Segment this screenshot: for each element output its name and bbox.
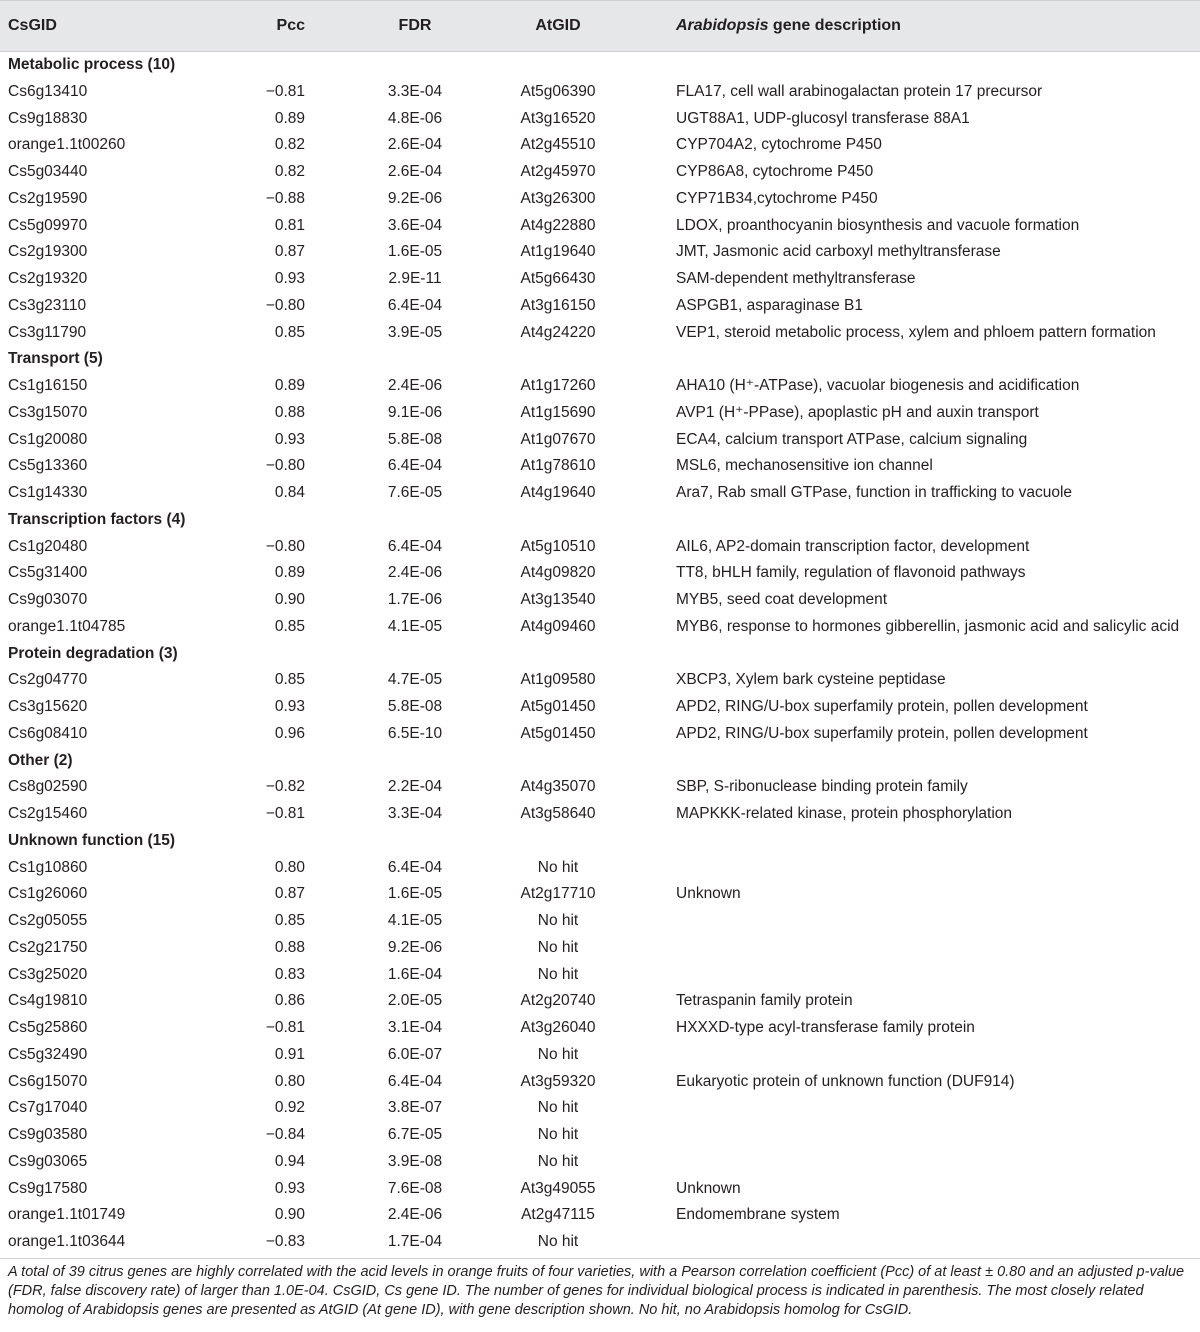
table-row xyxy=(0,560,1200,587)
cell-atgid: No hit xyxy=(537,1099,579,1117)
cell-pcc: −0.80 xyxy=(265,296,305,314)
cell-csgid: Cs7g17040 xyxy=(8,1099,88,1117)
cell-atgid: At3g26040 xyxy=(520,1019,596,1036)
cell-csgid: orange1.1t04785 xyxy=(8,617,126,635)
cell-atgid: At3g58640 xyxy=(520,805,596,822)
table-row xyxy=(0,213,1200,240)
cell-description: Tetraspanin family protein xyxy=(676,992,853,1010)
cell-csgid: Cs3g25020 xyxy=(8,965,88,983)
cell-csgid: Cs5g09970 xyxy=(8,216,88,234)
cell-fdr: 6.7E-05 xyxy=(387,1126,443,1143)
cell-csgid: Cs2g04770 xyxy=(8,671,88,689)
cell-description: MYB6, response to hormones gibberellin, jasmonic acid and salicylic acid xyxy=(676,617,1180,635)
cell-atgid: No hit xyxy=(537,1152,579,1170)
cell-csgid: Cs1g16150 xyxy=(8,377,88,394)
cell-atgid: No hit xyxy=(537,1233,579,1250)
cell-pcc: 0.84 xyxy=(274,484,305,501)
table-row xyxy=(0,962,1200,989)
table-row xyxy=(0,480,1200,507)
table-row xyxy=(0,427,1200,454)
cell-fdr: 3.3E-04 xyxy=(387,82,443,100)
cell-csgid: orange1.1t03644 xyxy=(8,1233,126,1250)
table-row xyxy=(0,186,1200,213)
cell-csgid: Cs1g20480 xyxy=(8,537,88,555)
cell-csgid: Cs2g19590 xyxy=(8,189,88,207)
cell-fdr: 2.6E-04 xyxy=(387,163,443,180)
cell-atgid: At1g15690 xyxy=(520,403,596,421)
section-heading: Protein degradation (3) xyxy=(8,644,178,662)
cell-csgid: Cs3g15070 xyxy=(8,403,88,421)
table-row xyxy=(0,106,1200,133)
table-row xyxy=(0,988,1200,1015)
cell-description: SAM-dependent methyltransferase xyxy=(676,270,916,287)
cell-atgid: At5g06390 xyxy=(520,82,596,100)
cell-pcc: 0.80 xyxy=(274,1072,305,1090)
cell-fdr: 4.1E-05 xyxy=(387,617,443,635)
cell-pcc: 0.93 xyxy=(274,270,305,287)
cell-csgid: Cs2g05055 xyxy=(8,912,88,929)
table-row xyxy=(0,132,1200,159)
cell-pcc: 0.89 xyxy=(274,564,305,582)
cell-fdr: 2.0E-05 xyxy=(387,992,443,1010)
cell-pcc: −0.88 xyxy=(265,189,305,207)
cell-description: APD2, RING/U-box superfamily protein, pollen development xyxy=(676,724,1088,742)
cell-fdr: 2.4E-06 xyxy=(387,1206,443,1224)
table-row xyxy=(0,79,1200,106)
cell-atgid: At5g66430 xyxy=(520,270,596,287)
cell-pcc: 0.93 xyxy=(274,430,305,448)
table-row xyxy=(0,801,1200,828)
cell-csgid: Cs9g17580 xyxy=(8,1179,88,1197)
cell-pcc: −0.80 xyxy=(265,537,305,555)
cell-csgid: Cs6g15070 xyxy=(8,1072,88,1090)
cell-fdr: 9.2E-06 xyxy=(387,189,443,207)
table-row xyxy=(0,1229,1200,1256)
cell-fdr: 1.7E-06 xyxy=(387,591,443,608)
cell-atgid: At3g16520 xyxy=(520,109,596,127)
cell-description: AHA10 (H⁺-ATPase), vacuolar biogenesis and acidification xyxy=(676,377,1080,394)
table-row xyxy=(0,400,1200,427)
cell-atgid: At5g10510 xyxy=(520,537,596,555)
cell-csgid: Cs8g02590 xyxy=(8,778,88,796)
cell-pcc: 0.85 xyxy=(274,617,305,635)
cell-description: FLA17, cell wall arabinogalactan protein 17 precursor xyxy=(676,82,1043,100)
cell-atgid: At3g59320 xyxy=(520,1072,596,1090)
cell-pcc: 0.81 xyxy=(274,216,305,234)
cell-pcc: −0.84 xyxy=(265,1126,305,1143)
cell-csgid: Cs9g03065 xyxy=(8,1152,88,1170)
cell-description: MAPKKK-related kinase, protein phosphorylation xyxy=(676,805,1013,822)
cell-pcc: 0.93 xyxy=(274,698,305,715)
cell-description: ASPGB1, asparaginase B1 xyxy=(676,296,863,314)
header-csgid: CsGID xyxy=(8,17,57,34)
cell-csgid: Cs1g20080 xyxy=(8,430,88,448)
section-heading: Metabolic process (10) xyxy=(8,56,176,73)
header-description-italic: Arabidopsis xyxy=(676,17,769,34)
cell-atgid: At1g07670 xyxy=(520,430,596,448)
cell-atgid: At2g17710 xyxy=(520,885,596,903)
cell-fdr: 1.6E-05 xyxy=(387,243,443,261)
cell-fdr: 3.1E-04 xyxy=(387,1019,443,1036)
cell-csgid: Cs1g26060 xyxy=(8,885,88,903)
cell-csgid: Cs5g32490 xyxy=(8,1045,88,1063)
table-row xyxy=(0,855,1200,882)
cell-atgid: At5g01450 xyxy=(520,698,596,715)
cell-fdr: 2.6E-04 xyxy=(387,136,443,154)
section-heading: Transcription factors (4) xyxy=(8,510,186,528)
cell-csgid: Cs2g15460 xyxy=(8,805,88,822)
cell-description: VEP1, steroid metabolic process, xylem and phloem pattern formation xyxy=(676,323,1156,341)
cell-atgid: At1g17260 xyxy=(520,377,596,394)
cell-pcc: −0.83 xyxy=(265,1233,305,1250)
cell-csgid: Cs2g21750 xyxy=(8,938,88,956)
table-row xyxy=(0,373,1200,400)
table-row xyxy=(0,667,1200,694)
cell-atgid: At4g35070 xyxy=(520,778,596,796)
cell-description: CYP704A2, cytochrome P450 xyxy=(676,136,882,154)
table-row xyxy=(0,1202,1200,1229)
cell-fdr: 6.5E-10 xyxy=(387,724,443,742)
cell-pcc: 0.82 xyxy=(274,163,305,180)
cell-pcc: 0.85 xyxy=(274,671,305,689)
cell-csgid: Cs1g14330 xyxy=(8,484,88,501)
cell-atgid: At1g19640 xyxy=(520,243,596,261)
cell-pcc: 0.87 xyxy=(274,243,305,261)
cell-pcc: 0.85 xyxy=(274,323,305,341)
cell-fdr: 1.7E-04 xyxy=(387,1233,443,1250)
cell-csgid: orange1.1t00260 xyxy=(8,136,126,154)
cell-fdr: 4.7E-05 xyxy=(387,671,443,689)
table-row xyxy=(0,614,1200,641)
cell-pcc: 0.83 xyxy=(274,965,305,983)
cell-atgid: At5g01450 xyxy=(520,724,596,742)
cell-pcc: 0.89 xyxy=(274,109,305,127)
cell-fdr: 7.6E-05 xyxy=(387,484,443,501)
cell-pcc: 0.93 xyxy=(274,1179,305,1197)
cell-fdr: 3.9E-05 xyxy=(387,323,443,341)
cell-description: AVP1 (H⁺-PPase), apoplastic pH and auxin transport xyxy=(676,403,1039,421)
section-heading: Unknown function (15) xyxy=(8,831,176,849)
cell-csgid: Cs6g08410 xyxy=(8,724,88,742)
table-row xyxy=(0,1122,1200,1149)
cell-description: CYP71B34,cytochrome P450 xyxy=(676,189,878,207)
cell-pcc: 0.82 xyxy=(274,136,305,154)
cell-atgid: At4g19640 xyxy=(520,484,596,501)
cell-atgid: No hit xyxy=(537,1126,579,1143)
table-row xyxy=(0,453,1200,480)
cell-atgid: No hit xyxy=(537,858,579,876)
table-bottom-rule xyxy=(0,1258,1200,1259)
cell-pcc: 0.92 xyxy=(274,1099,305,1117)
cell-fdr: 9.2E-06 xyxy=(387,938,443,956)
cell-atgid: At3g49055 xyxy=(520,1179,596,1197)
cell-fdr: 6.4E-04 xyxy=(387,457,443,475)
cell-csgid: Cs9g03070 xyxy=(8,591,88,608)
cell-csgid: Cs5g13360 xyxy=(8,457,88,475)
cell-pcc: 0.96 xyxy=(274,724,305,742)
cell-pcc: 0.85 xyxy=(274,912,305,929)
section-heading: Transport (5) xyxy=(8,350,103,368)
table-row xyxy=(0,881,1200,908)
cell-pcc: 0.94 xyxy=(274,1152,305,1170)
cell-fdr: 6.4E-04 xyxy=(387,537,443,555)
cell-csgid: Cs3g23110 xyxy=(8,296,87,314)
cell-fdr: 7.6E-08 xyxy=(387,1179,443,1197)
cell-description: Eukaryotic protein of unknown function (DUF914) xyxy=(676,1072,1015,1090)
cell-atgid: At2g20740 xyxy=(520,992,596,1010)
cell-fdr: 3.8E-07 xyxy=(387,1099,443,1117)
table-row xyxy=(0,908,1200,935)
cell-pcc: 0.87 xyxy=(274,885,305,903)
table-row xyxy=(0,774,1200,801)
cell-pcc: 0.89 xyxy=(274,377,305,394)
cell-csgid: Cs5g03440 xyxy=(8,163,88,180)
cell-description: MYB5, seed coat development xyxy=(676,591,888,608)
cell-atgid: At4g22880 xyxy=(520,216,596,234)
cell-csgid: Cs9g18830 xyxy=(8,109,88,127)
section-heading: Other (2) xyxy=(8,751,73,769)
cell-fdr: 4.8E-06 xyxy=(387,109,443,127)
cell-csgid: Cs2g19320 xyxy=(8,270,88,287)
cell-description: XBCP3, Xylem bark cysteine peptidase xyxy=(676,671,946,689)
table-row xyxy=(0,159,1200,186)
cell-csgid: Cs2g19300 xyxy=(8,243,88,261)
cell-fdr: 2.4E-06 xyxy=(387,377,443,394)
cell-pcc: 0.90 xyxy=(274,591,305,608)
table-row xyxy=(0,1176,1200,1203)
cell-atgid: No hit xyxy=(537,965,579,983)
cell-description: UGT88A1, UDP-glucosyl transferase 88A1 xyxy=(676,109,970,127)
cell-description: LDOX, proanthocyanin biosynthesis and vacuole formation xyxy=(676,216,1080,234)
cell-pcc: −0.81 xyxy=(265,82,305,100)
cell-description: Ara7, Rab small GTPase, function in trafficking to vacuole xyxy=(676,484,1073,501)
table-body xyxy=(0,52,1200,1256)
cell-atgid: At2g45970 xyxy=(520,163,596,180)
cell-fdr: 6.4E-04 xyxy=(387,858,443,876)
cell-fdr: 6.4E-04 xyxy=(387,1072,443,1090)
cell-fdr: 3.6E-04 xyxy=(387,216,443,234)
table-footnote: A total of 39 citrus genes are highly correlated with the acid levels in orange fruits of four varieties, with a Pearson correlation coefficient (Pcc) of at least ± 0.80 and an adjusted p-value (FDR, false discovery rate) of larger than 1.0E-04. CsGID, Cs gene ID. The number of genes for individual biological process is indicated in parenthesis. The most closely related homolog of Arabidopsis genes are presented as AtGID (At gene ID), with gene description shown. No hit, no Arabidopsis homolog for CsGID. xyxy=(8,1264,1185,1318)
cell-fdr: 1.6E-04 xyxy=(387,965,443,983)
header-fdr: FDR xyxy=(398,17,432,34)
cell-csgid: Cs5g25860 xyxy=(8,1019,88,1036)
cell-fdr: 3.9E-08 xyxy=(387,1152,443,1170)
cell-description: Endomembrane system xyxy=(676,1206,840,1224)
cell-fdr: 9.1E-06 xyxy=(387,403,443,421)
cell-csgid: Cs1g10860 xyxy=(8,858,88,876)
cell-atgid: At1g78610 xyxy=(520,457,596,475)
cell-description: APD2, RING/U-box superfamily protein, pollen development xyxy=(676,698,1088,715)
cell-pcc: 0.88 xyxy=(274,938,305,956)
cell-fdr: 3.3E-04 xyxy=(387,805,443,822)
cell-pcc: 0.90 xyxy=(274,1206,305,1224)
cell-atgid: At4g09820 xyxy=(520,564,596,582)
cell-atgid: At2g47115 xyxy=(521,1206,595,1224)
cell-description: AIL6, AP2-domain transcription factor, development xyxy=(676,537,1030,555)
cell-fdr: 2.2E-04 xyxy=(387,778,443,796)
cell-atgid: At3g26300 xyxy=(520,189,596,207)
cell-pcc: 0.88 xyxy=(274,403,305,421)
cell-csgid: Cs3g11790 xyxy=(8,323,87,341)
cell-fdr: 6.4E-04 xyxy=(387,296,443,314)
cell-csgid: Cs5g31400 xyxy=(8,564,88,582)
cell-csgid: Cs4g19810 xyxy=(8,992,88,1010)
cell-fdr: 2.4E-06 xyxy=(387,564,443,582)
header-pcc: Pcc xyxy=(276,17,305,34)
cell-atgid: At3g13540 xyxy=(520,591,596,608)
cell-description: SBP, S-ribonuclease binding protein family xyxy=(676,778,968,796)
cell-pcc: −0.81 xyxy=(265,805,305,822)
table-row xyxy=(0,935,1200,962)
cell-description: JMT, Jasmonic acid carboxyl methyltransferase xyxy=(676,243,1001,261)
cell-description: MSL6, mechanosensitive ion channel xyxy=(676,457,933,475)
header-description xyxy=(676,16,901,36)
cell-description: HXXXD-type acyl-transferase family protein xyxy=(676,1019,975,1036)
table-row xyxy=(0,1149,1200,1176)
cell-fdr: 2.9E-11 xyxy=(388,270,442,287)
cell-fdr: 5.8E-08 xyxy=(387,698,443,715)
cell-atgid: At3g16150 xyxy=(520,296,596,314)
cell-csgid: Cs3g15620 xyxy=(8,698,88,715)
cell-csgid: Cs9g03580 xyxy=(8,1126,88,1143)
cell-fdr: 6.0E-07 xyxy=(387,1045,443,1063)
table-header xyxy=(0,0,1200,52)
cell-pcc: −0.82 xyxy=(265,778,305,796)
table-row xyxy=(0,1015,1200,1042)
cell-pcc: 0.91 xyxy=(274,1045,305,1063)
cell-description: ECA4, calcium transport ATPase, calcium signaling xyxy=(676,430,1028,448)
table-row xyxy=(0,694,1200,721)
cell-atgid: At2g45510 xyxy=(520,136,596,154)
cell-atgid: At1g09580 xyxy=(520,671,596,689)
table-row xyxy=(0,1042,1200,1069)
table-row xyxy=(0,320,1200,347)
table-row xyxy=(0,587,1200,614)
cell-atgid: At4g24220 xyxy=(520,323,596,341)
table-row xyxy=(0,239,1200,266)
cell-atgid: No hit xyxy=(537,1045,579,1063)
table-row xyxy=(0,266,1200,293)
cell-fdr: 4.1E-05 xyxy=(387,912,443,929)
cell-atgid: At4g09460 xyxy=(520,617,596,635)
cell-atgid: No hit xyxy=(537,912,579,929)
cell-csgid: Cs6g13410 xyxy=(8,82,88,100)
table-row xyxy=(0,293,1200,320)
cell-description: Unknown xyxy=(676,1179,741,1197)
cell-fdr: 1.6E-05 xyxy=(387,885,443,903)
table-row xyxy=(0,1095,1200,1122)
table-row xyxy=(0,534,1200,561)
cell-description: Unknown xyxy=(676,885,741,903)
cell-fdr: 5.8E-08 xyxy=(387,430,443,448)
table-row xyxy=(0,1069,1200,1096)
cell-pcc: −0.80 xyxy=(265,457,305,475)
cell-description: CYP86A8, cytochrome P450 xyxy=(676,163,874,180)
cell-atgid: No hit xyxy=(537,938,579,956)
table-row xyxy=(0,721,1200,748)
header-atgid: AtGID xyxy=(535,17,581,34)
cell-description: TT8, bHLH family, regulation of flavonoid pathways xyxy=(676,564,1026,582)
cell-pcc: 0.80 xyxy=(274,858,305,876)
cell-csgid: orange1.1t01749 xyxy=(8,1206,126,1224)
header-description-rest: gene description xyxy=(768,17,901,34)
cell-pcc: −0.81 xyxy=(265,1019,305,1036)
cell-pcc: 0.86 xyxy=(274,992,305,1010)
